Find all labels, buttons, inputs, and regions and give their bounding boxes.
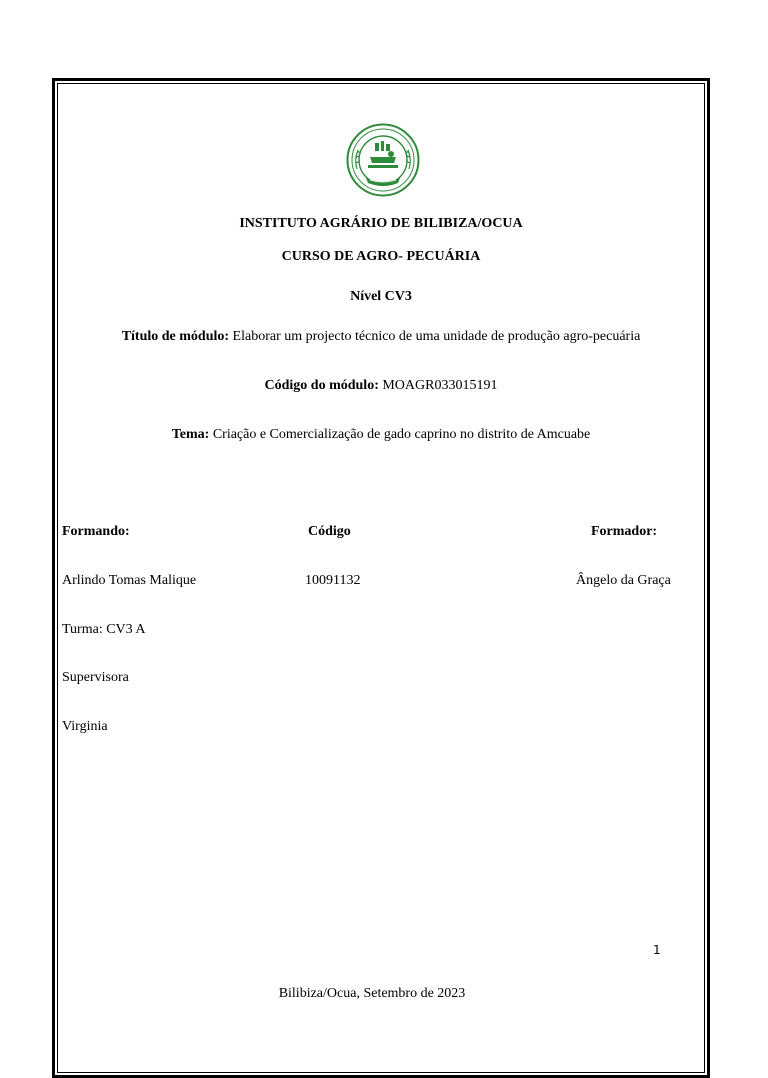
page-number: 1 <box>653 943 661 957</box>
module-title-value: Elaborar um projecto técnico de uma unidade de produção agro-pecuária <box>232 329 641 344</box>
code-header: Código <box>308 524 351 539</box>
trainer-header: Formador: <box>591 524 658 539</box>
module-code-value: MOAGR033015191 <box>382 378 498 393</box>
student-name: Arlindo Tomas Malique <box>62 573 197 588</box>
place-date: Bilibiza/Ocua, Setembro de 2023 <box>278 986 466 1001</box>
module-code-line <box>57 377 705 395</box>
module-title-label: Título de módulo: <box>121 329 230 344</box>
supervisor-label: Supervisora <box>62 670 129 685</box>
trainer-name: Ângelo da Graça <box>576 573 671 588</box>
module-title-line <box>57 328 705 346</box>
level: Nível CV3 <box>350 289 412 304</box>
supervisor-name: Virginia <box>62 719 108 734</box>
student-header: Formando: <box>62 524 130 539</box>
theme-line <box>57 426 705 444</box>
institute-seal-logo <box>346 123 420 197</box>
institute-name: INSTITUTO AGRÁRIO DE BILIBIZA/OCUA <box>239 216 523 231</box>
theme-value: Criação e Comercialização de gado caprino no distrito de Amcuabe <box>212 427 591 442</box>
module-code-label: Código do módulo: <box>264 378 379 393</box>
course-name: CURSO DE AGRO- PECUÁRIA <box>281 249 481 264</box>
class-info: Turma: CV3 A <box>62 622 146 637</box>
student-code: 10091132 <box>305 573 361 588</box>
theme-label: Tema: <box>171 427 210 442</box>
